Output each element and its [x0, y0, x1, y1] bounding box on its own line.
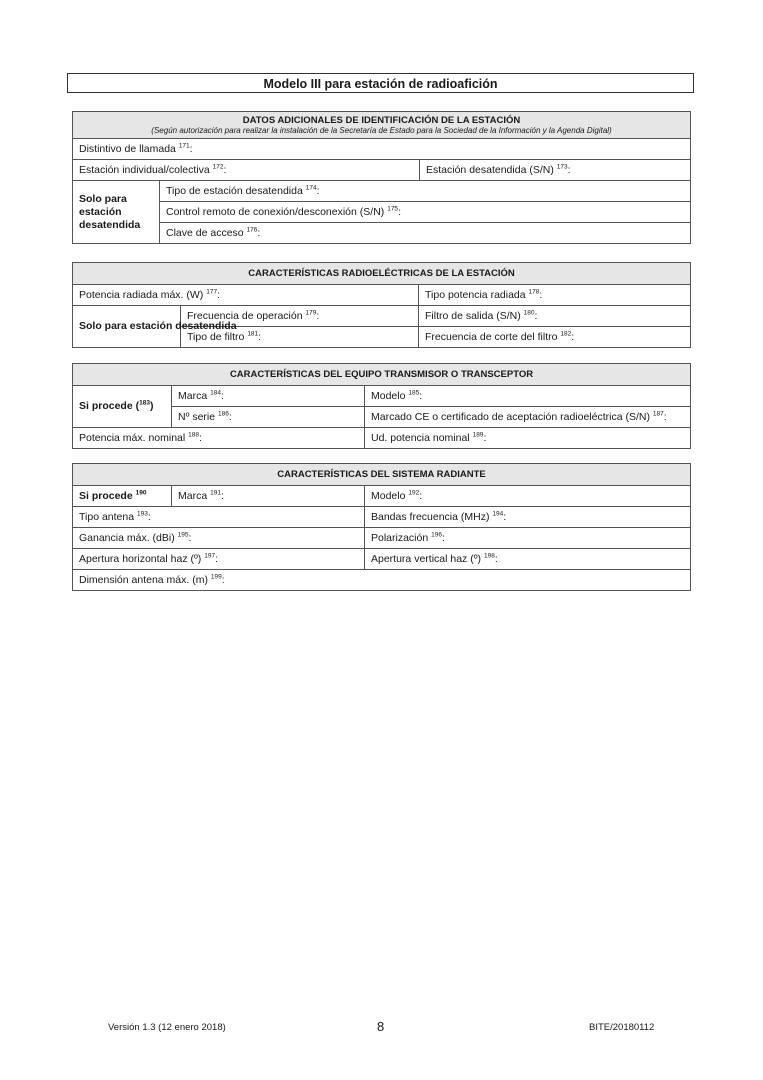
- footer-code: BITE/20180112: [589, 1022, 655, 1033]
- transmitter-table: [72, 363, 691, 449]
- field-apertura-vertical[interactable]: Apertura vertical haz (º) $^{198}$:: [365, 549, 691, 570]
- field-marca[interactable]: Marca $^{184}$:: [172, 386, 365, 407]
- field-tipo-desatendida[interactable]: Tipo de estación desatendida $^{174}$:: [160, 181, 691, 202]
- field-marcado-ce[interactable]: Marcado CE o certificado de aceptación radioeléctrica (S/N) $^{187}$:: [365, 407, 691, 428]
- field-tipo-potencia[interactable]: Tipo potencia radiada $^{178}$:: [419, 285, 691, 306]
- field-polarizacion[interactable]: Polarización $^{196}$:: [365, 528, 691, 549]
- radio-characteristics-table: [72, 262, 691, 348]
- field-control-remoto[interactable]: Control remoto de conexión/desconexión (S/N) $^{175}$:: [160, 202, 691, 223]
- field-clave-acceso[interactable]: Clave de acceso $^{176}$:: [160, 223, 691, 244]
- footer-page-number: 8: [377, 1019, 385, 1034]
- section-subheader: (Según autorización para realizar la instalación de la Secretaría de Estado para la Sociedad de la Información y la Agenda Digital): [151, 125, 612, 135]
- field-potencia-radiada[interactable]: Potencia radiada máx. (W) $^{177}$:: [73, 285, 419, 306]
- field-tipo-filtro[interactable]: Tipo de filtro $^{181}$:: [181, 327, 419, 348]
- solo-desatendida-label: Solo para estación desatendida: [73, 181, 160, 244]
- field-frecuencia-operacion[interactable]: Frecuencia de operación $^{179}$:: [181, 306, 419, 327]
- page-title: Modelo III para estación de radioafición: [67, 73, 694, 93]
- field-modelo[interactable]: Modelo $^{192}$:: [365, 486, 691, 507]
- field-potencia-nominal[interactable]: Potencia máx. nominal $^{188}$:: [73, 428, 365, 449]
- field-filtro-salida[interactable]: Filtro de salida (S/N) $^{180}$:: [419, 306, 691, 327]
- footer-version: Versión 1.3 (12 enero 2018): [108, 1022, 226, 1033]
- field-modelo[interactable]: Modelo $^{185}$:: [365, 386, 691, 407]
- field-ganancia[interactable]: Ganancia máx. (dBi) $^{195}$:: [73, 528, 365, 549]
- field-numero-serie[interactable]: Nº serie $^{186}$:: [172, 407, 365, 428]
- antenna-system-table: [72, 463, 691, 591]
- station-identification-table: [72, 111, 691, 244]
- section-header: CARACTERÍSTICAS DEL SISTEMA RADIANTE: [73, 464, 691, 486]
- section-header: CARACTERÍSTICAS DEL EQUIPO TRANSMISOR O TRANSCEPTOR: [73, 364, 691, 386]
- field-apertura-horizontal[interactable]: Apertura horizontal haz (º) $^{197}$:: [73, 549, 365, 570]
- field-individual-colectiva[interactable]: Estación individual/colectiva $^{172}$:: [73, 160, 420, 181]
- solo-desatendida-label: Solo para estación desatendida: [73, 306, 181, 348]
- field-distintivo[interactable]: Distintivo de llamada $^{171}$:: [73, 139, 691, 160]
- field-estacion-desatendida[interactable]: Estación desatendida (S/N) $^{173}$:: [420, 160, 691, 181]
- field-marca[interactable]: Marca $^{191}$:: [172, 486, 365, 507]
- si-procede-label: Si procede $^{190}$: [73, 486, 172, 507]
- field-dimension-antena[interactable]: Dimensión antena máx. (m) $^{199}$:: [73, 570, 691, 591]
- si-procede-label: Si procede ($^{183}$): [73, 386, 172, 428]
- section-header: CARACTERÍSTICAS RADIOELÉCTRICAS DE LA ESTACIÓN: [73, 263, 691, 285]
- field-frecuencia-corte[interactable]: Frecuencia de corte del filtro $^{182}$:: [419, 327, 691, 348]
- field-tipo-antena[interactable]: Tipo antena $^{193}$:: [73, 507, 365, 528]
- field-unidad-potencia[interactable]: Ud. potencia nominal $^{189}$:: [365, 428, 691, 449]
- section-header: DATOS ADICIONALES DE IDENTIFICACIÓN DE LA ESTACIÓN (Según autorización para realizar la instalación de la Secretaría de Estado para la Sociedad de la Información y la Agenda Digital): [73, 112, 691, 139]
- field-bandas-frecuencia[interactable]: Bandas frecuencia (MHz) $^{194}$:: [365, 507, 691, 528]
